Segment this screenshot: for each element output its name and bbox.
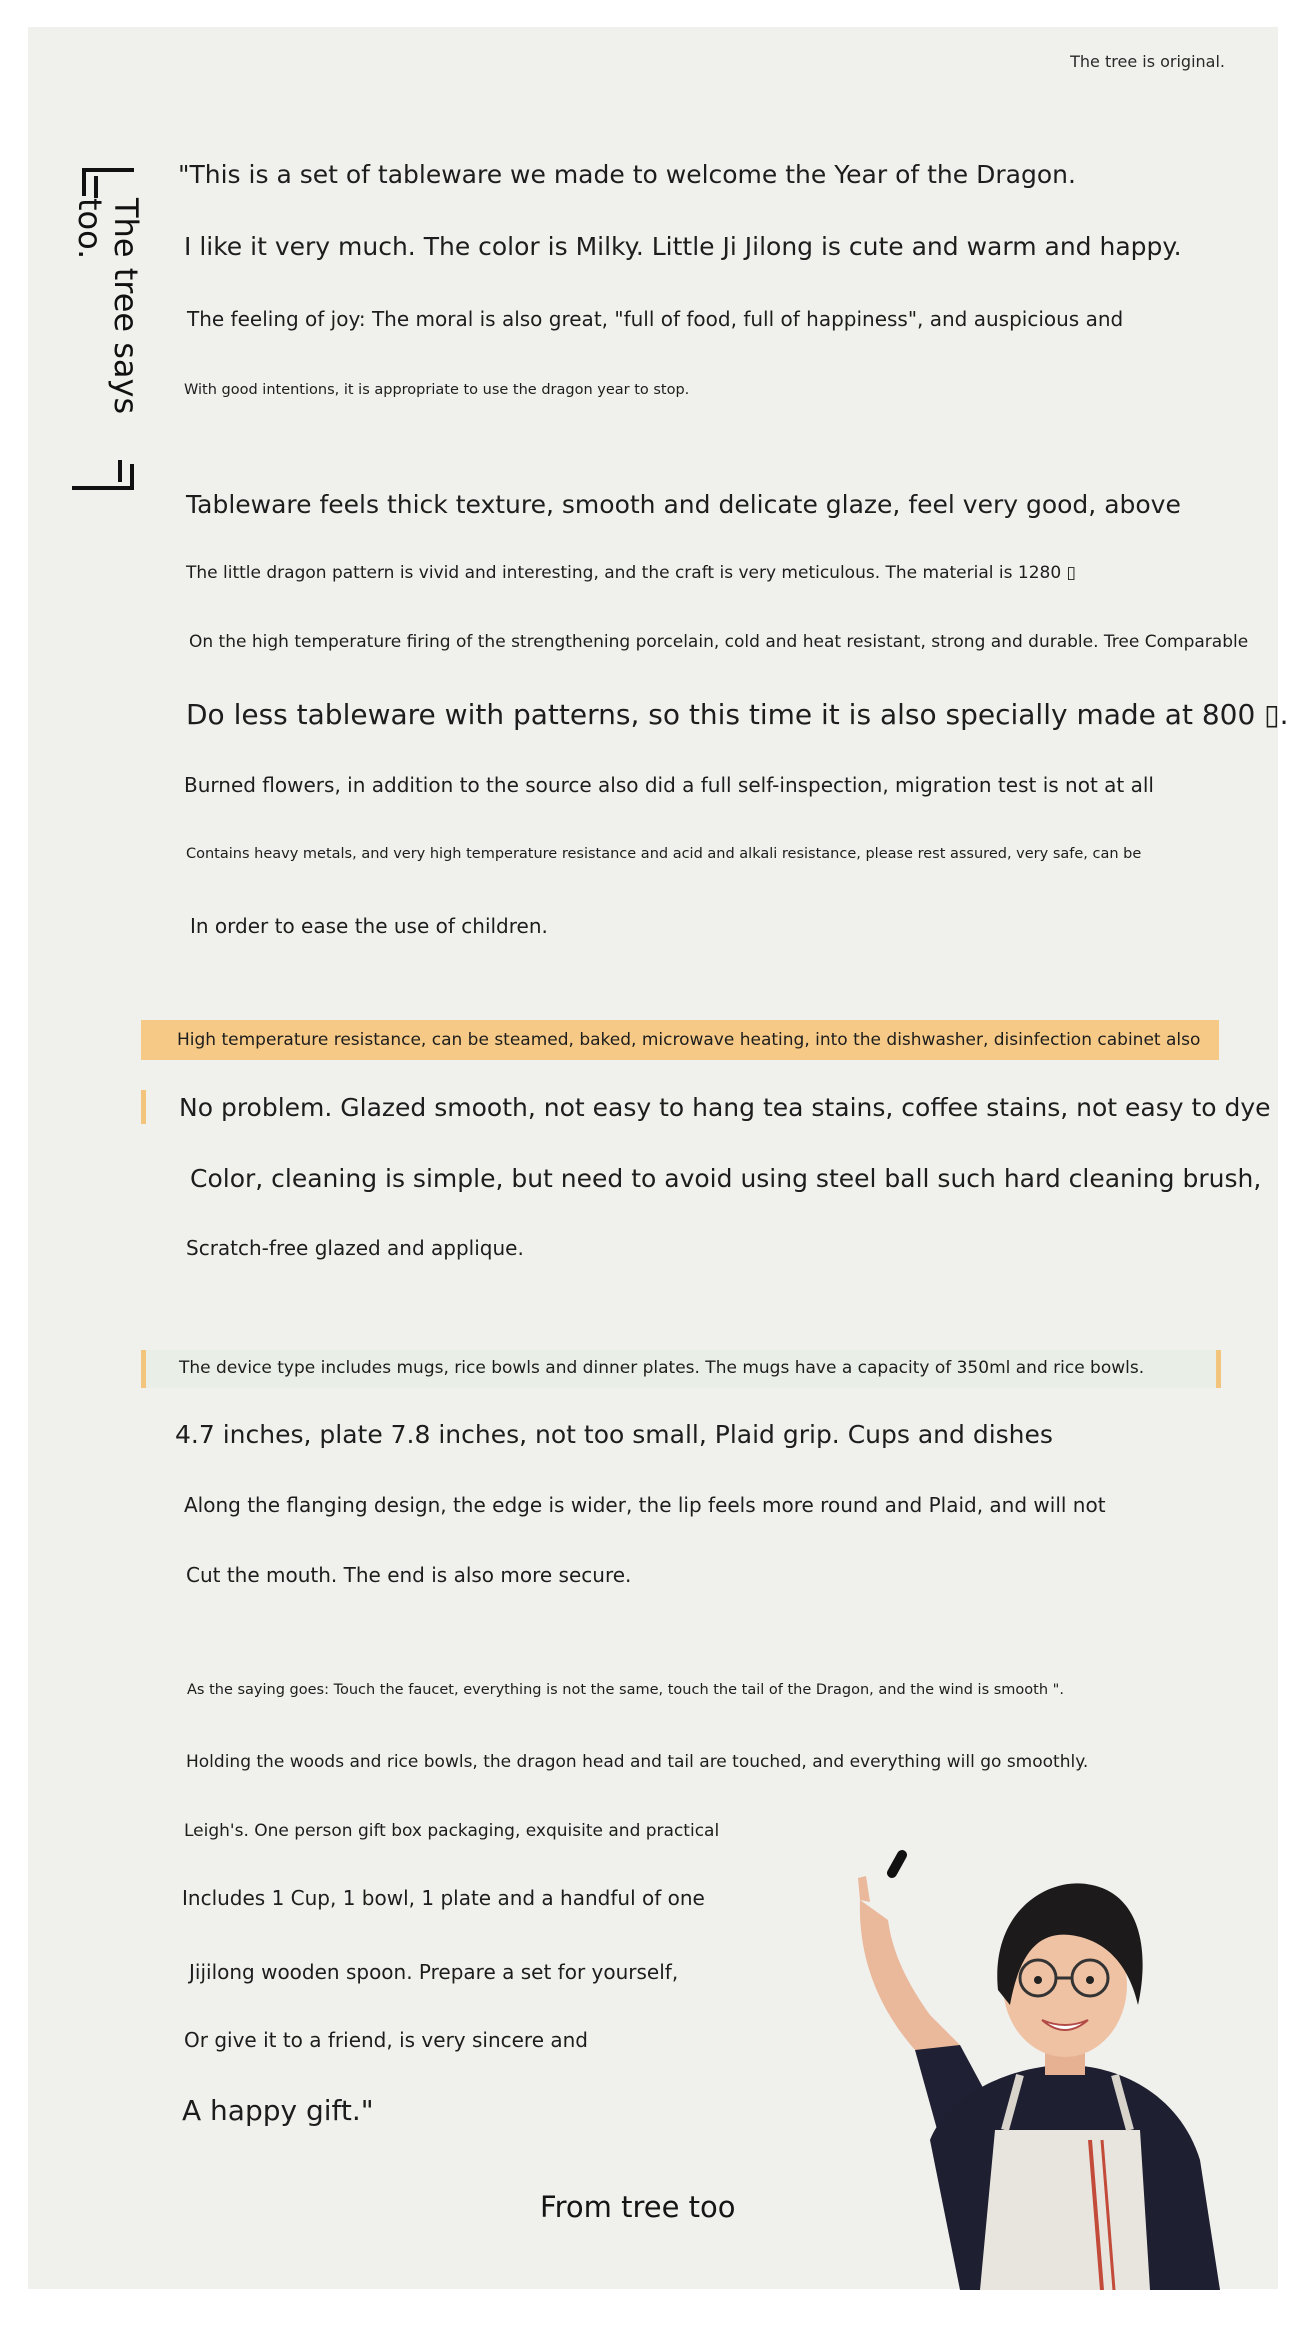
- text-line: Cut the mouth. The end is also more secure.: [186, 1563, 632, 1587]
- person-illustration: [820, 1840, 1220, 2290]
- highlight-marker: [141, 1090, 146, 1124]
- text-line: The feeling of joy: The moral is also great, "full of food, full of happiness", and auspicious and: [187, 307, 1124, 331]
- text-line: Leigh's. One person gift box packaging, exquisite and practical: [184, 1821, 720, 1841]
- text-line: Scratch-free glazed and applique.: [186, 1236, 524, 1260]
- text-line: As the saying goes: Touch the faucet, everything is not the same, touch the tail of the Dragon, and the wind is smooth ".: [187, 1682, 1064, 1698]
- text-line: Contains heavy metals, and very high temperature resistance and acid and alkali resistance, please rest assured, very safe, can be: [186, 846, 1142, 862]
- text-line: Jijilong wooden spoon. Prepare a set for yourself,: [189, 1960, 679, 1984]
- text-line: Burned flowers, in addition to the source also did a full self-inspection, migration test is not at all: [184, 773, 1154, 797]
- text-line: With good intentions, it is appropriate to use the dragon year to stop.: [184, 382, 690, 398]
- text-line: High temperature resistance, can be steamed, baked, microwave heating, into the dishwasher, disinfection cabinet also: [177, 1030, 1201, 1050]
- text-line: Tableware feels thick texture, smooth and delicate glaze, feel very good, above: [186, 490, 1181, 519]
- highlight-marker: [1216, 1350, 1221, 1388]
- text-line: I like it very much. The color is Milky. Little Ji Jilong is cute and warm and happy.: [184, 232, 1182, 261]
- bracket-close-icon: [72, 464, 134, 490]
- side-title-text: The tree says too.: [71, 198, 145, 415]
- text-line: The little dragon pattern is vivid and interesting, and the craft is very meticulous. The material is 1280 ▯: [186, 563, 1076, 583]
- text-line: Includes 1 Cup, 1 bowl, 1 plate and a handful of one: [182, 1886, 705, 1910]
- text-line: In order to ease the use of children.: [190, 914, 548, 938]
- text-line: 4.7 inches, plate 7.8 inches, not too small, Plaid grip. Cups and dishes: [175, 1420, 1053, 1449]
- text-line: Do less tableware with patterns, so this time it is also specially made at 800 ▯.: [186, 698, 1289, 731]
- text-line: Color, cleaning is simple, but need to avoid using steel ball such hard cleaning brush,: [190, 1164, 1262, 1193]
- bracket-open-icon: [82, 168, 134, 196]
- text-line: Holding the woods and rice bowls, the dragon head and tail are touched, and everything will go smoothly.: [186, 1752, 1089, 1772]
- text-line: Or give it to a friend, is very sincere and: [184, 2028, 589, 2052]
- highlight-marker: [141, 1350, 146, 1388]
- signature: From tree too: [540, 2190, 736, 2224]
- text-line: A happy gift.": [182, 2094, 374, 2127]
- side-title: [71, 168, 145, 490]
- text-line: On the high temperature firing of the strengthening porcelain, cold and heat resistant, strong and durable. Tree Comparable: [189, 632, 1249, 652]
- text-line: "This is a set of tableware we made to welcome the Year of the Dragon.: [178, 160, 1076, 189]
- text-line: The device type includes mugs, rice bowls and dinner plates. The mugs have a capacity of 350ml and rice bowls.: [179, 1358, 1145, 1378]
- original-note: The tree is original.: [1070, 52, 1225, 71]
- text-line: Along the flanging design, the edge is wider, the lip feels more round and Plaid, and will not: [184, 1493, 1106, 1517]
- text-line: No problem. Glazed smooth, not easy to hang tea stains, coffee stains, not easy to dye: [179, 1093, 1271, 1122]
